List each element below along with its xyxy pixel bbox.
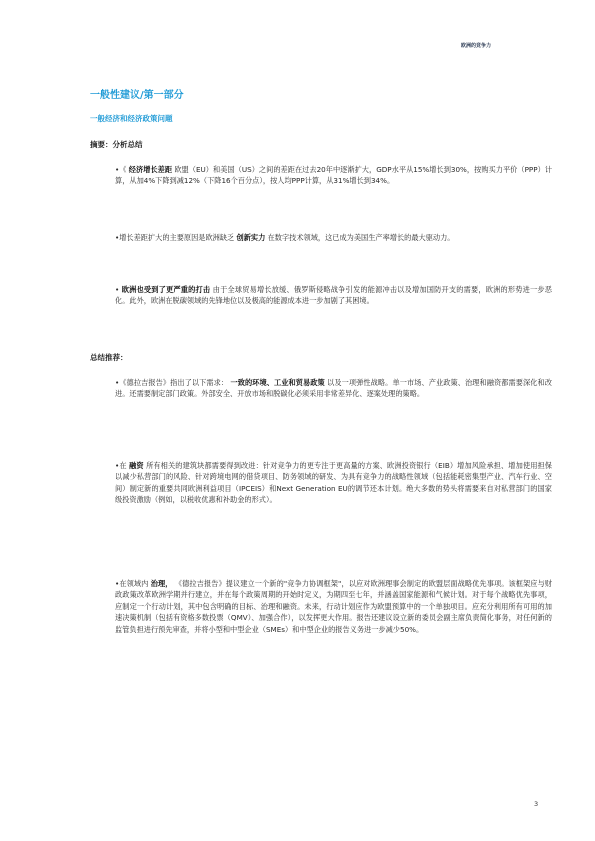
- bullet-keyword: 治理，: [150, 579, 173, 588]
- bullet-prefix: •《: [115, 165, 129, 174]
- bullet-text: 《德拉吉报告》提议建立一个新的"竞争力协调框架"，以应对欧洲理事会制定的欧盟层面战略优先事项。该框架应与财政政策改革欧洲学期并行建立，并在每个政策周期的开始时定义，为期四至七年，并涵盖国家能源和气候计划。对于每个战略优先事项，应制定一个行动计划，其中包含明确的目标、治理和融资。未来，行动计划应作为欧盟预算中的一个单独项目。应充分利用所有可用的加速决策机制（包括有资格多数投票（QMV）、加强合作），以发挥更大作用。报告还建议设立新的委员会副主席负责简化事务，对任何新的监管负担进行预先审查，并将小型和中型企业（SMEs）和中型企业的报告义务进一步减少50%。: [115, 579, 552, 634]
- summary-point-shocks: [115, 284, 552, 307]
- bullet-prefix: •在: [115, 461, 130, 470]
- bullet-prefix: •《德拉吉报告》指出了以下需求：: [115, 378, 231, 387]
- running-header: 欧洲的竞争力: [460, 43, 491, 49]
- recommendations-heading: 总结推荐：: [90, 353, 128, 362]
- summary-point-innovation: [115, 232, 552, 243]
- summary-heading: 摘要：分析总结: [90, 140, 143, 149]
- recommendation-point-financing: [115, 460, 552, 506]
- bullet-keyword: 经济增长差距: [128, 165, 173, 174]
- recommendation-point-policy: [115, 377, 552, 400]
- section-heading: 一般性建议/第一部分: [90, 90, 184, 101]
- bullet-prefix: •增长差距扩大的主要原因是欧洲缺乏: [115, 233, 237, 242]
- bullet-text: 以及一项弹性战略。单一市场、产业政策、治理和融资都需要深化和改进。还需要制定部门政策。外部安全、开放市场和脱碳化必须采用非常差异化、逐案处理的策略。: [115, 378, 552, 399]
- subsection-heading: 一般经济和经济政策问题: [90, 114, 173, 123]
- bullet-text: 欧盟（EU）和美国（US）之间的差距在过去20年中逐渐扩大，GDP水平从15%增长到30%，按购买力平价（PPP）计算，从加4%下降到减12%（下降16个百分点），按人均PPP计算，从31%增长到34%。: [115, 165, 552, 186]
- bullet-keyword: 一致的环境、工业和贸易政策: [230, 378, 325, 387]
- summary-point-growth-gap: [115, 164, 552, 187]
- page-number: 3: [534, 800, 539, 808]
- bullet-text: 所有相关的建筑块都需要得到改进：针对竞争力的更专注于更高量的方案、欧洲投资银行（EIB）增加风险承担、增加使用担保以减少私营部门的风险、针对跨境电网的借贷项目、防务领域的研发、为具有竞争力的战略性领域（包括能耗密集型产业、汽车行业、空间）制定新的重要共同欧洲利益项目（IPCEIS）和Next Generation EU的调节还本计划。绝大多数的势头将需要来自对私营部门的国家级投资激励（例如，以税收优惠和补助金的形式）。: [115, 461, 552, 505]
- bullet-text: 由于全球贸易增长放缓、俄罗斯侵略战争引发的能源冲击以及增加国防开支的需要，欧洲的形势进一步恶化。此外，欧洲在脱碳领域的先锋地位以及极高的能源成本进一步加剧了其困境。: [115, 285, 552, 306]
- recommendation-point-governance: [115, 578, 552, 635]
- bullet-prefix: •在领域内: [115, 579, 151, 588]
- bullet-prefix: •: [115, 285, 122, 294]
- bullet-keyword: 欧洲也受到了更严重的打击: [121, 285, 211, 294]
- bullet-keyword: 创新实力: [236, 233, 266, 242]
- bullet-text: 在数字技术领域，这已成为美国生产率增长的最大驱动力。: [265, 233, 455, 242]
- bullet-keyword: 融资: [129, 461, 144, 470]
